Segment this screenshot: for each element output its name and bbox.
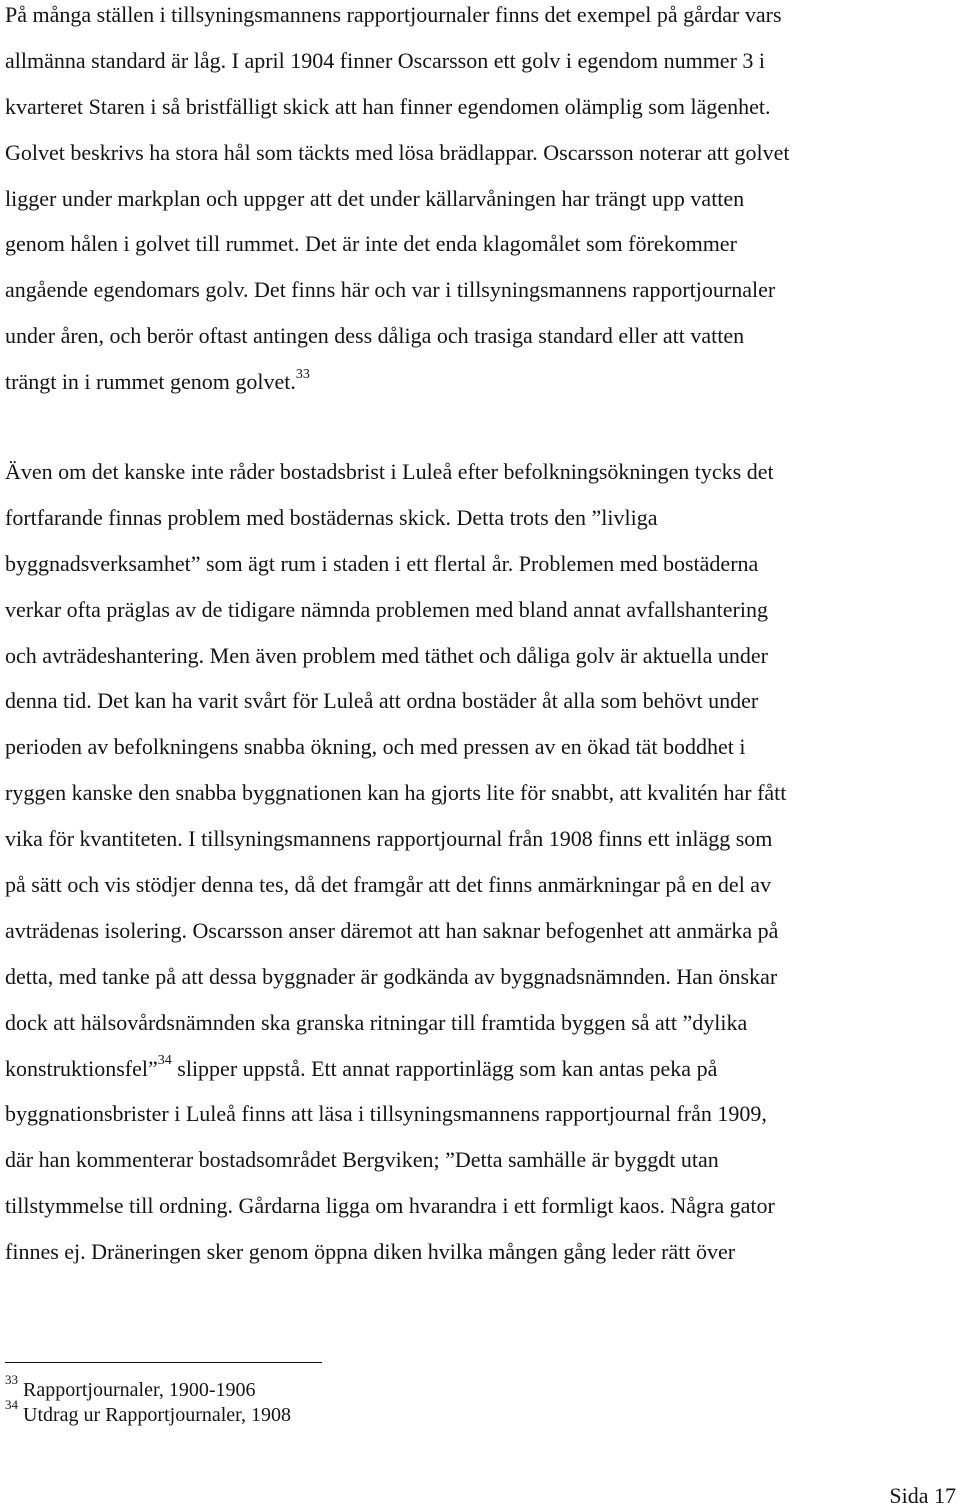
text-segment: konstruktionsfel” (5, 1055, 158, 1081)
footnote-number: 34 (5, 1397, 18, 1413)
text-line: finnes ej. Dräneringen sker genom öppna diken hvilka mången gång leder rätt över (5, 1239, 736, 1265)
body-paragraph-1 (5, 0, 789, 405)
text-line-last (5, 359, 789, 405)
text-line: trängt in i rummet genom golvet. (5, 369, 296, 395)
footnote-text: Rapportjournaler, 1900-1906 (23, 1379, 256, 1401)
text-line: Även om det kanske inte råder bostadsbrist i Luleå efter befolkningsökningen tycks det (5, 459, 774, 484)
text-line: ligger under markplan och uppger att det under källarvåningen har trängt upp vatten (5, 185, 745, 211)
text-line: ryggen kanske den snabba byggnationen kan ha gjorts lite för snabbt, att kvalitén har fått (5, 780, 787, 806)
text-line: byggnationsbrister i Luleå finns att läsa i tillsyningsmannens rapportjournal från 1909, (5, 1101, 767, 1127)
footnote-34 (5, 1397, 292, 1428)
text-line: genom hålen i golvet till rummet. Det är inte det enda klagomålet som förekommer (5, 231, 737, 257)
text-line: fortfarande finnas problem med bostädernas skick. Detta trots den ”livliga (5, 504, 658, 530)
text-line-with-ref (5, 1046, 786, 1092)
footnote-number: 33 (5, 1372, 18, 1388)
text-line: och avträdeshantering. Men även problem med täthet och dåliga golv är aktuella under (5, 642, 768, 668)
text-line: avträdenas isolering. Oscarsson anser däremot att han saknar befogenhet att anmärka på (5, 917, 779, 943)
text-line: kvarteret Staren i så bristfälligt skick att han finner egendomen olämplig som lägenhet. (5, 93, 771, 119)
footnote-33 (5, 1372, 291, 1403)
text-line: Golvet beskrivs ha stora hål som täckts med lösa brädlappar. Oscarsson noterar att golvet (5, 139, 790, 165)
text-line: där han kommenterar bostadsområdet Bergviken; ”Detta samhälle är byggdt utan (5, 1147, 719, 1173)
text-line: verkar ofta präglas av de tidigare nämnda problemen med bland annat avfallshantering (5, 596, 768, 622)
text-line: på sätt och vis stödjer denna tes, då det framgår att det finns anmärkningar på en del av (5, 872, 772, 898)
text-segment: slipper uppstå. Ett annat rapportinlägg som kan antas peka på (171, 1055, 718, 1081)
footnote-separator (5, 1362, 322, 1363)
footnote-text: Utdrag ur Rapportjournaler, 1908 (23, 1404, 292, 1426)
page-number: Sida 17 (889, 1483, 956, 1508)
footnote-ref-33[interactable]: 33 (295, 366, 310, 382)
text-line: allmänna standard är låg. I april 1904 finner Oscarsson ett golv i egendom nummer 3 i (5, 47, 766, 73)
text-line: tillstymmelse till ordning. Gårdarna ligga om hvarandra i ett formligt kaos. Några gator (5, 1193, 775, 1219)
text-line: dock att hälsovårdsnämnden ska granska ritningar till framtida byggen så att ”dylika (5, 1009, 748, 1035)
footnotes (5, 1372, 292, 1428)
text-line: vika för kvantiteten. I tillsyningsmannens rapportjournal från 1908 finns ett inlägg som (5, 826, 773, 852)
text-line: under åren, och berör oftast antingen dess dåliga och trasiga standard eller att vatten (5, 323, 745, 349)
footnote-ref-34[interactable]: 34 (157, 1053, 172, 1069)
text-line: På många ställen i tillsyningsmannens rapportjournaler finns det exempel på gårdar vars (5, 2, 782, 27)
text-line: perioden av befolkningens snabba ökning, och med pressen av en ökad tät boddhet i (5, 734, 746, 760)
text-line: byggnadsverksamhet” som ägt rum i staden i ett flertal år. Problemen med bostäderna (5, 550, 759, 576)
body-paragraph-2 (5, 449, 786, 1275)
text-line: angående egendomars golv. Det finns här och var i tillsyningsmannens rapportjournaler (5, 277, 776, 303)
text-line: detta, med tanke på att dessa byggnader är godkända av byggnadsnämnden. Han önskar (5, 963, 778, 989)
text-line: denna tid. Det kan ha varit svårt för Luleå att ordna bostäder åt alla som behövt under (5, 688, 759, 714)
